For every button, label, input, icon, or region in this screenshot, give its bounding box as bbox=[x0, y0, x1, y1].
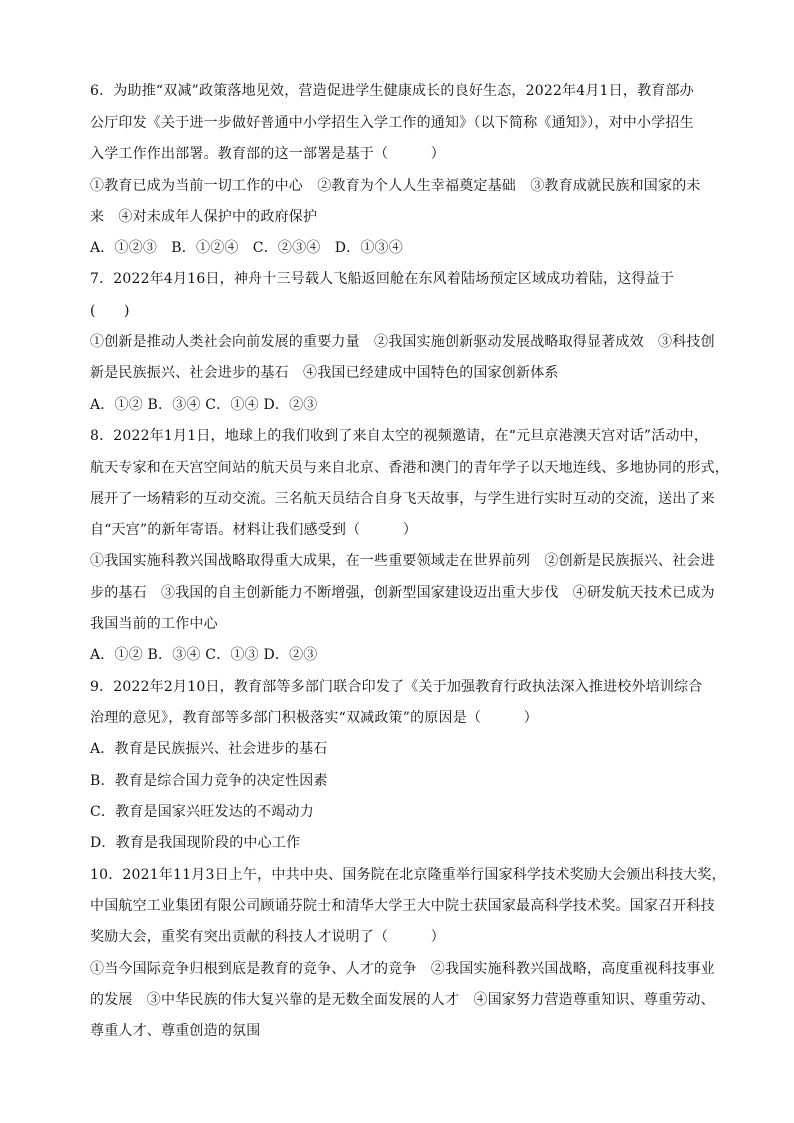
q9-stem-line-2: 治理的意见》，教育部等多部门积极落实“双减政策”的原因是（ ） bbox=[90, 710, 538, 726]
q10-statements-line-2: 的发展 ③中华民族的伟大复兴靠的是无数全面发展的人才 ④国家努力营造尊重知识、尊重劳动、 bbox=[90, 992, 715, 1008]
q6-options: A．①②③ B．①②④ C．②③④ D．①③④ bbox=[90, 240, 403, 256]
q8-stem-line-4: 自“天宫”的新年寄语。材料让我们感受到（ ） bbox=[90, 522, 418, 538]
q8-statements-line-1: ①我国实施科教兴国战略取得重大成果，在一些重要领域走在世界前列 ②创新是民族振兴、社会进 bbox=[90, 553, 715, 569]
q8-stem-line-2: 航天专家和在天宫空间站的航天员与来自北京、香港和澳门的青年学子以天地连线、多地协同的形式， bbox=[90, 460, 729, 476]
q9-option-d: D．教育是我国现阶段的中心工作 bbox=[90, 835, 301, 851]
q8-statements-line-3: 我国当前的工作中心 bbox=[90, 616, 218, 632]
q8-options: A．①② B．③④ C．①③ D．②③ bbox=[90, 647, 318, 663]
q7-statements-line-1: ①创新是推动人类社会向前发展的重要力量 ②我国实施创新驱动发展战略取得显著成效 ③科技创 bbox=[90, 334, 715, 350]
q9-option-a: A．教育是民族振兴、社会进步的基石 bbox=[90, 741, 328, 757]
q10-statements-line-1: ①当今国际竞争归根到底是教育的竞争、人才的竞争 ②我国实施科教兴国战略，高度重视科技事业 bbox=[90, 961, 715, 977]
q7-stem-line-1: 7．2022年4月16日，神舟十三号载人飞船返回舱在东风着陆场预定区域成功着陆，这得益于 bbox=[90, 271, 675, 287]
q6-statements-line-1: ①教育已成为当前一切工作的中心 ②教育为个人人生幸福奠定基础 ③教育成就民族和国家的未 bbox=[90, 178, 701, 194]
q8-stem-line-1: 8．2022年1月1日，地球上的我们收到了来自太空的视频邀请，在“元旦京港澳天宫对话”活动中， bbox=[90, 428, 709, 444]
q8-stem-line-3: 展开了一场精彩的互动交流。三名航天员结合自身飞天故事，与学生进行实时互动的交流，送出了来 bbox=[90, 491, 715, 507]
q10-stem-line-1: 10．2021年11月3日上午，中共中央、国务院在北京隆重举行国家科学技术奖励大会颁出科技大奖， bbox=[90, 867, 726, 883]
q10-statements-line-3: 尊重人才、尊重创造的氛围 bbox=[90, 1023, 261, 1039]
q6-stem-line-3: 入学工作作出部署。教育部的这一部署是基于（ ） bbox=[90, 146, 445, 162]
q10-stem-line-2: 中国航空工业集团有限公司顾诵芬院士和清华大学王大中院士获国家最高科学技术奖。国家召开科技 bbox=[90, 898, 715, 914]
q9-option-c: C．教育是国家兴旺发达的不竭动力 bbox=[90, 804, 314, 820]
q6-stem-line-1: 6．为助推“双减”政策落地见效，营造促进学生健康成长的良好生态，2022年4月1日，教育部办 bbox=[90, 83, 694, 99]
q7-stem-line-2: ( ) bbox=[90, 303, 130, 319]
q9-option-b: B．教育是综合国力竞争的决定性因素 bbox=[90, 773, 328, 789]
q6-statements-line-2: 来 ④对未成年人保护中的政府保护 bbox=[90, 209, 318, 225]
q8-statements-line-2: 步的基石 ③我国的自主创新能力不断增强，创新型国家建设迈出重大步伐 ④研发航天技术已成为 bbox=[90, 585, 715, 601]
q10-stem-line-3: 奖励大会，重奖有突出贡献的科技人才说明了（ ） bbox=[90, 929, 445, 945]
q7-statements-line-2: 新是民族振兴、社会进步的基石 ④我国已经建成中国特色的国家创新体系 bbox=[90, 365, 559, 381]
q9-stem-line-1: 9．2022年2月10日，教育部等多部门联合印发了《关于加强教育行政执法深入推进校外培训综合 bbox=[90, 679, 703, 695]
q6-stem-line-2: 公厅印发《关于进一步做好普通中小学招生入学工作的通知》（以下简称《通知》），对中小学招生 bbox=[90, 115, 694, 131]
q7-options: A．①② B．③④ C．①④ D．②③ bbox=[90, 397, 318, 413]
